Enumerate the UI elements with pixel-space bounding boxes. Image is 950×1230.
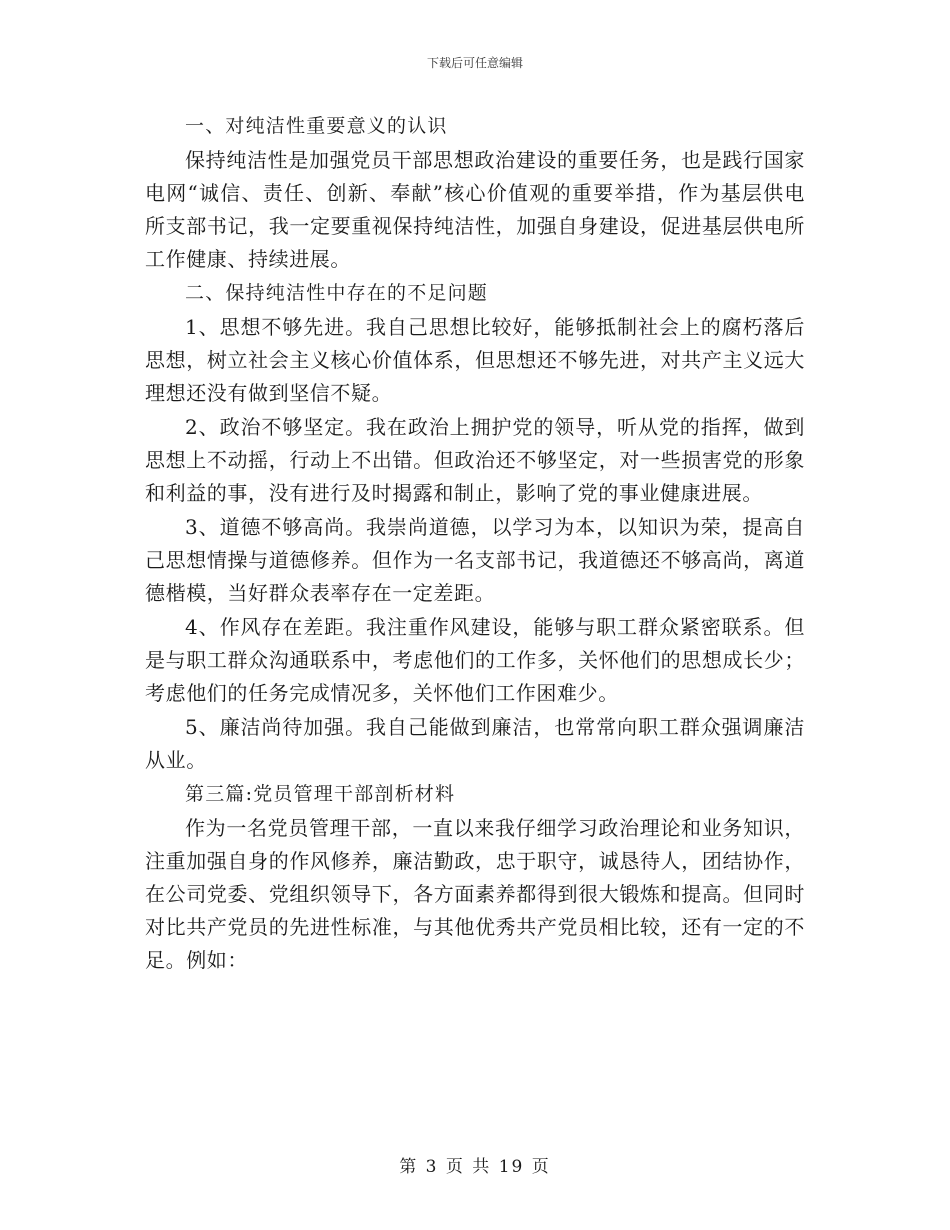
section-heading-1: 一、对纯洁性重要意义的认识 bbox=[185, 115, 448, 137]
document-body bbox=[145, 110, 805, 978]
header-note: 下载后可任意编辑 bbox=[426, 56, 523, 70]
paragraph-item-5: 5、廉洁尚待加强。我自己能做到廉洁，也常常向职工群众强调廉洁从业。 bbox=[145, 715, 805, 772]
section-heading-3: 第三篇:党员管理干部剖析材料 bbox=[185, 783, 456, 805]
paragraph-item-4: 4、作风存在差距。我注重作风建设，能够与职工群众紧密联系。但是与职工群众沟通联系中，考虑他们的工作多，关怀他们的思想成长少；考虑他们的任务完成情况多，关怀他们工作困难少。 bbox=[145, 615, 805, 705]
section-heading-2: 二、保持纯洁性中存在的不足问题 bbox=[185, 282, 489, 304]
paragraph-item-2: 2、政治不够坚定。我在政治上拥护党的领导，听从党的指挥，做到思想上不动摇，行动上不出错。但政治还不够坚定，对一些损害党的形象和利益的事，没有进行及时揭露和制止，影响了党的事业健康进展。 bbox=[145, 415, 805, 505]
page-number: 第 3 页 共 19 页 bbox=[399, 1157, 551, 1177]
paragraph-part-3-intro: 作为一名党员管理干部，一直以来我仔细学习政治理论和业务知识，注重加强自身的作风修养，廉洁勤政，忠于职守，诚恳待人，团结协作，在公司党委、党组织领导下，各方面素养都得到很大锻炼和提高。但同时对比共产党员的先进性标准，与其他优秀共产党员相比较，还有一定的不足。例如： bbox=[145, 816, 805, 972]
paragraph-purity-importance: 保持纯洁性是加强党员干部思想政治建设的重要任务，也是践行国家电网“诚信、责任、创新、奉献”核心价值观的重要举措，作为基层供电所支部书记，我一定要重视保持纯洁性，加强自身建设，促进基层供电所工作健康、持续进展。 bbox=[145, 148, 805, 271]
paragraph-item-3: 3、道德不够高尚。我崇尚道德，以学习为本，以知识为荣，提高自己思想情操与道德修养。但作为一名支部书记，我道德还不够高尚，离道德楷模，当好群众表率存在一定差距。 bbox=[145, 515, 805, 605]
paragraph-item-1: 1、思想不够先进。我自己思想比较好，能够抵制社会上的腐朽落后思想，树立社会主义核心价值体系，但思想还不够先进，对共产主义远大理想还没有做到坚信不疑。 bbox=[145, 315, 805, 405]
